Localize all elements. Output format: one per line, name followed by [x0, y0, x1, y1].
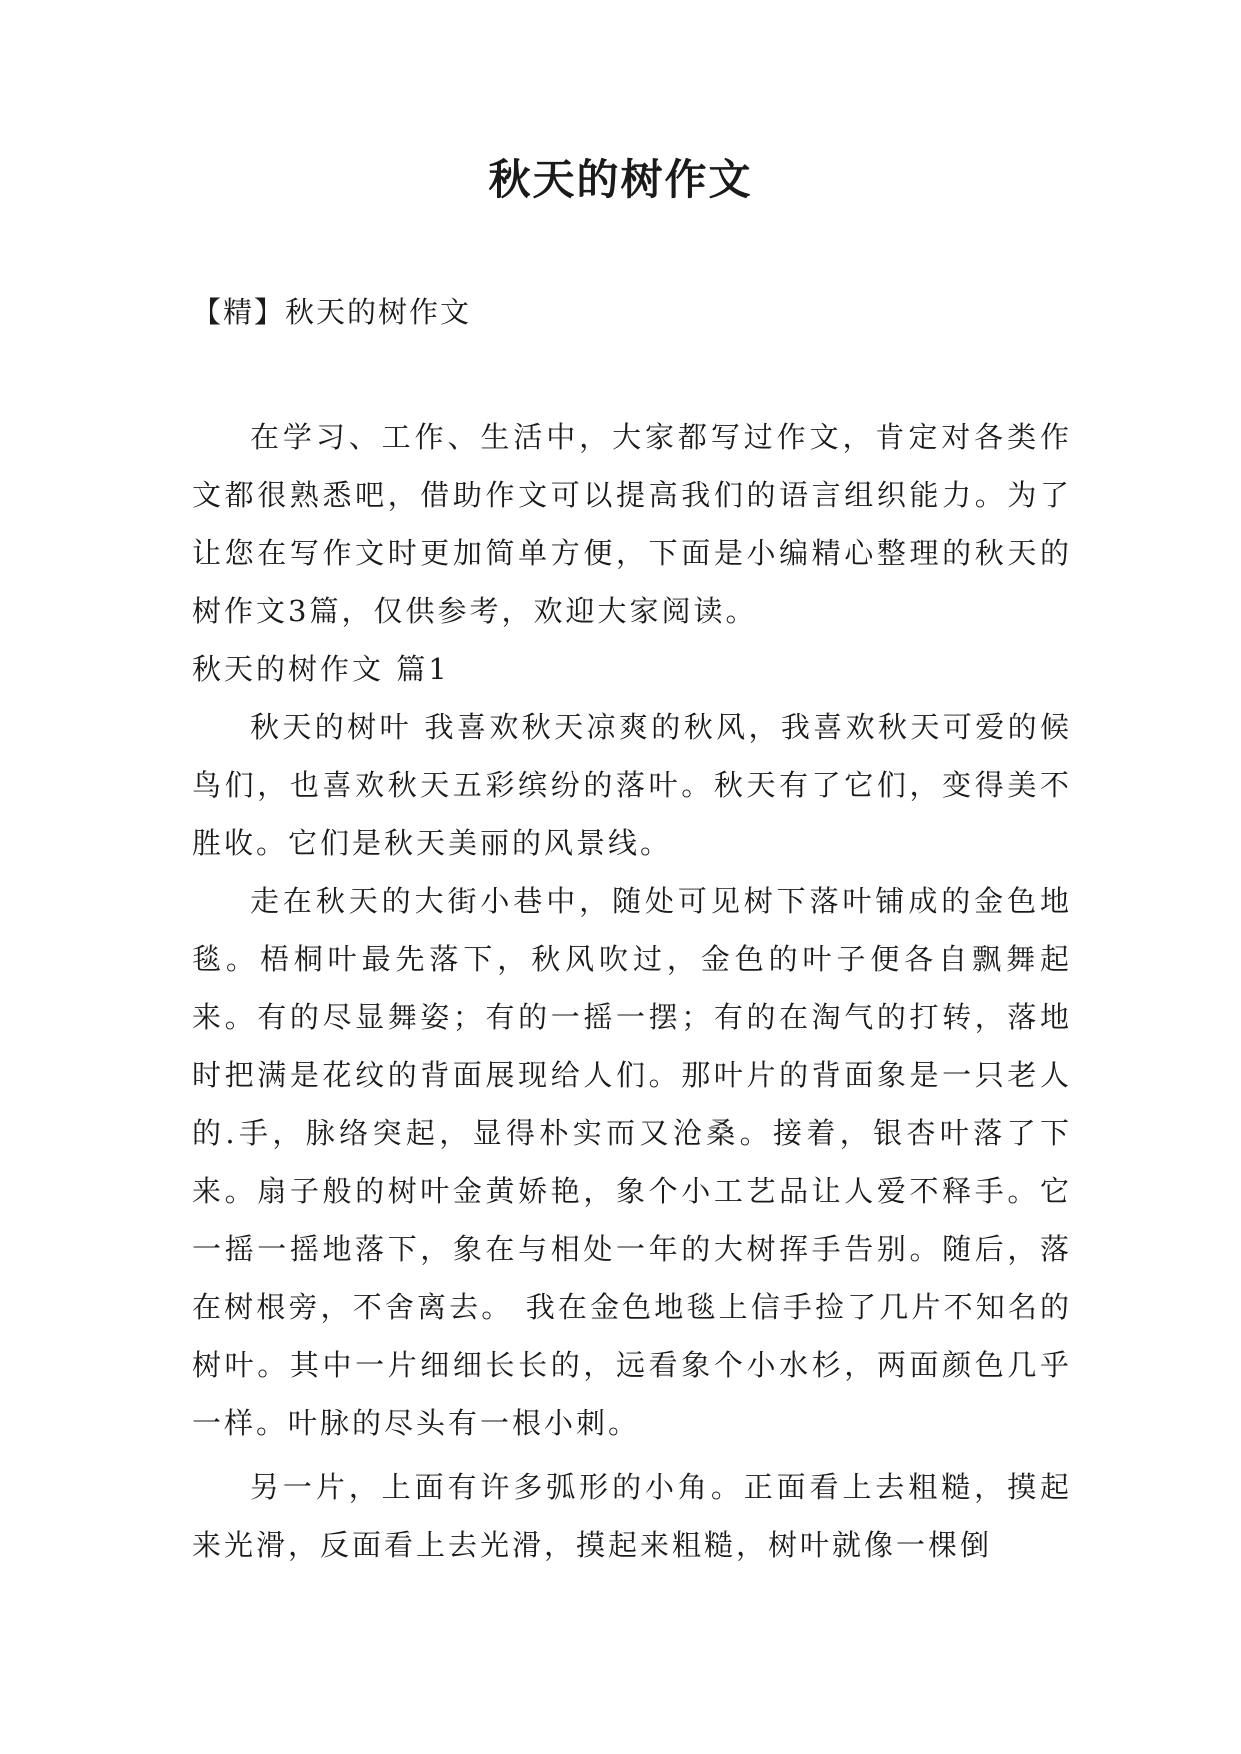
document-body [192, 408, 1072, 1574]
document-subtitle: 【精】秋天的树作文 [192, 295, 472, 329]
section-heading: 秋天的树作文 篇1 [192, 652, 450, 686]
body-paragraph: 秋天的树叶 我喜欢秋天凉爽的秋风，我喜欢秋天可爱的候鸟们，也喜欢秋天五彩缤纷的落叶。秋天有了它们，变得美不胜收。它们是秋天美丽的风景线。 [192, 710, 1072, 860]
intro-paragraph: 在学习、工作、生活中，大家都写过作文，肯定对各类作文都很熟悉吧，借助作文可以提高我们的语言组织能力。为了让您在写作文时更加简单方便，下面是小编精心整理的秋天的树作文3篇，仅供参考，欢迎大家阅读。 [192, 420, 1072, 628]
body-paragraph: 另一片，上面有许多弧形的小角。正面看上去粗糙，摸起来光滑，反面看上去光滑，摸起来粗糙，树叶就像一棵倒 [192, 1470, 1072, 1562]
document-title: 秋天的树作文 [488, 155, 753, 204]
body-paragraph: 走在秋天的大街小巷中，随处可见树下落叶铺成的金色地毯。梧桐叶最先落下，秋风吹过，金色的叶子便各自飘舞起来。有的尽显舞姿；有的一摇一摆；有的在淘气的打转，落地时把满是花纹的背面展现给人们。那叶片的背面象是一只老人的.手，脉络突起，显得朴实而又沧桑。接着，银杏叶落了下来。扇子般的树叶金黄娇艳，象个小工艺品让人爱不释手。它一摇一摇地落下，象在与相处一年的大树挥手告别。随后，落在树根旁，不舍离去。 我在金色地毯上信手捡了几片不知名的树叶。其中一片细细长长的，远看象个小水杉，两面颜色几乎一样。叶脉的尽头有一根小刺。 [192, 884, 1072, 1440]
